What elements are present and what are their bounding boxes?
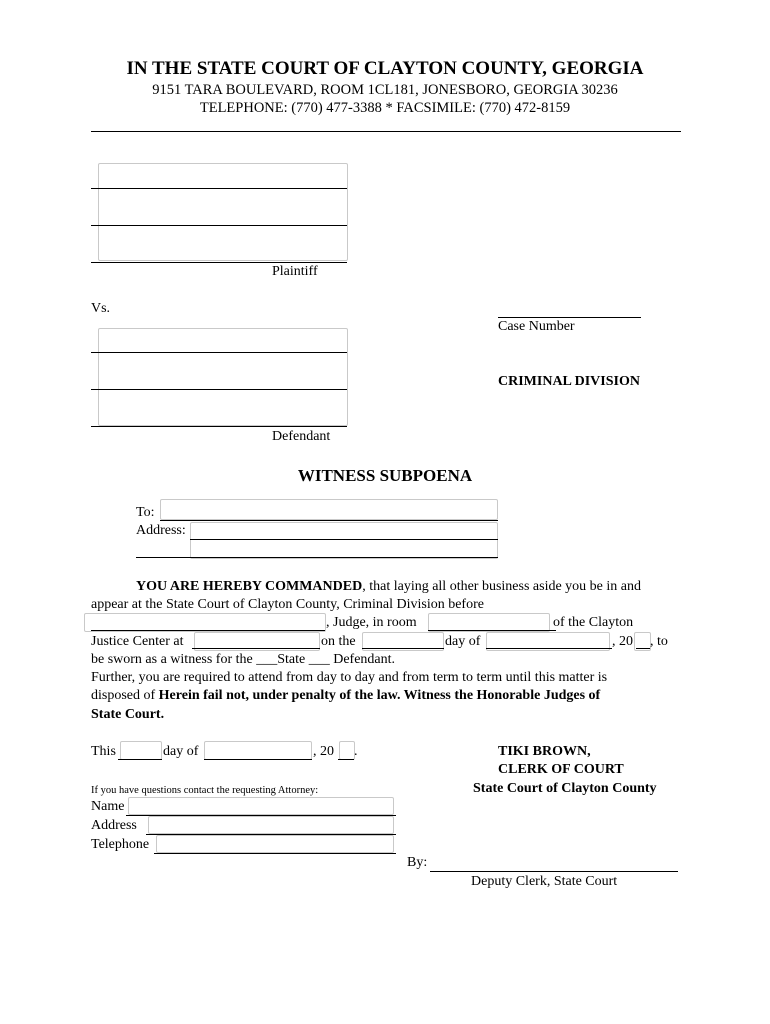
sig-year-field[interactable] bbox=[339, 741, 355, 760]
sig-day-of: day of bbox=[163, 744, 199, 759]
of-clayton-text: of the Clayton bbox=[553, 615, 634, 630]
disposed-text: disposed of bbox=[91, 688, 159, 703]
room-line bbox=[428, 630, 556, 631]
questions-text: If you have questions contact the requesting Attorney: bbox=[91, 785, 319, 796]
judge-line bbox=[91, 630, 325, 631]
sig-period: . bbox=[354, 744, 358, 759]
address-line-1 bbox=[190, 539, 498, 540]
attorney-address-field[interactable] bbox=[148, 816, 394, 834]
sig-year-prefix: , 20 bbox=[313, 744, 334, 759]
sworn-text: be sworn as a witness for the ___State ___ Defendant. bbox=[91, 652, 396, 667]
judge-text: , Judge, in room bbox=[326, 615, 417, 630]
address-label: Address: bbox=[136, 523, 186, 538]
state-court-text: State Court. bbox=[91, 707, 165, 722]
sig-month-field[interactable] bbox=[204, 741, 312, 760]
sig-year-line bbox=[338, 759, 354, 760]
subpoena-heading: WITNESS SUBPOENA bbox=[297, 466, 473, 485]
commanded-line bbox=[136, 579, 641, 595]
attorney-name-field[interactable] bbox=[128, 797, 394, 815]
to-label: To: bbox=[136, 505, 155, 520]
defendant-label: Defendant bbox=[272, 429, 331, 444]
this-label: This bbox=[91, 744, 116, 759]
sig-day-field[interactable] bbox=[120, 741, 162, 760]
day-line bbox=[362, 648, 444, 649]
by-signature-line[interactable] bbox=[430, 871, 678, 872]
plaintiff-line-1 bbox=[91, 188, 347, 189]
defendant-line-2 bbox=[91, 389, 347, 390]
clerk-court: State Court of Clayton County bbox=[473, 781, 657, 796]
court-title: IN THE STATE COURT OF CLAYTON COUNTY, GEORGIA bbox=[126, 58, 644, 79]
to-field[interactable] bbox=[160, 499, 498, 520]
on-the-text: on the bbox=[321, 634, 356, 649]
justice-center-text: Justice Center at bbox=[91, 634, 184, 649]
address-field[interactable] bbox=[190, 522, 498, 559]
year-prefix: , 20 bbox=[612, 634, 633, 649]
header-divider bbox=[91, 131, 681, 132]
sig-day-line bbox=[118, 759, 162, 760]
court-address: 9151 TARA BOULEVARD, ROOM 1CL181, JONESBORO, GEORGIA 30236 bbox=[152, 82, 618, 98]
clerk-name: TIKI BROWN, bbox=[498, 744, 591, 759]
herein-text: Herein fail not, under penalty of the law. Witness the Honorable Judges of bbox=[158, 688, 601, 703]
body-line-2: appear at the State Court of Clayton County, Criminal Division before bbox=[91, 597, 484, 612]
plaintiff-line-2 bbox=[91, 225, 347, 226]
day-of-text: day of bbox=[445, 634, 481, 649]
division-label: CRIMINAL DIVISION bbox=[498, 374, 640, 389]
to-line bbox=[160, 520, 498, 521]
defendant-line-1 bbox=[91, 352, 347, 353]
attorney-address-label: Address bbox=[91, 818, 137, 833]
plaintiff-line-3 bbox=[91, 262, 347, 263]
plaintiff-label: Plaintiff bbox=[272, 264, 318, 279]
plaintiff-field[interactable] bbox=[98, 163, 348, 261]
to-text: , to bbox=[650, 634, 668, 649]
by-label: By: bbox=[407, 855, 428, 870]
defendant-line-3 bbox=[91, 426, 347, 427]
commanded-text: YOU ARE HEREBY COMMANDED bbox=[136, 579, 363, 594]
sig-month-line bbox=[204, 759, 312, 760]
attorney-telephone-field[interactable] bbox=[156, 835, 394, 853]
case-number-label: Case Number bbox=[498, 319, 575, 334]
defendant-field[interactable] bbox=[98, 328, 348, 426]
year-line bbox=[636, 648, 650, 649]
case-number-line bbox=[498, 317, 641, 318]
time-line bbox=[192, 648, 320, 649]
deputy-label: Deputy Clerk, State Court bbox=[471, 874, 618, 889]
address-line-2 bbox=[136, 557, 498, 558]
further-text: Further, you are required to attend from day to day and from term to term until this matter is bbox=[91, 670, 608, 685]
clerk-title: CLERK OF COURT bbox=[498, 762, 624, 777]
vs-label: Vs. bbox=[91, 301, 111, 316]
month-line bbox=[486, 648, 612, 649]
attorney-telephone-label: Telephone bbox=[91, 837, 150, 852]
body-line-1: , that laying all other business aside you be in and bbox=[362, 579, 641, 594]
attorney-telephone-line bbox=[154, 853, 396, 854]
court-phone: TELEPHONE: (770) 477-3388 * FACSIMILE: (770) 472-8159 bbox=[199, 100, 571, 116]
attorney-name-label: Name bbox=[91, 799, 125, 814]
disposed-line bbox=[91, 688, 600, 704]
